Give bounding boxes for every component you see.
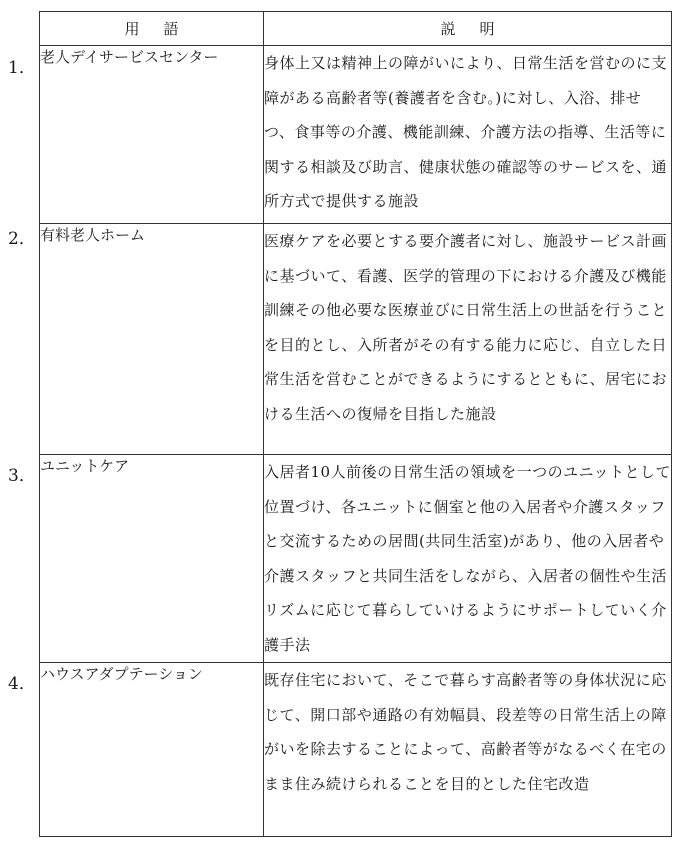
- description-column-header: 説明: [264, 12, 672, 46]
- terms-table: [39, 11, 672, 837]
- description-cell: 医療ケアを必要とする要介護者に対し、施設サービス計画に基づいて、看護、医学的管理の下における介護及び機能訓練その他必要な医療並びに日常生活上の世話を行うことを目的とし、入所者がその有する能力に応じ、自立した日常生活を営むことができるようにするとともに、居宅における生活への復帰を目指した施設: [264, 224, 672, 455]
- table-row: [40, 455, 672, 663]
- table-row: [40, 663, 672, 837]
- header-row: [40, 12, 672, 46]
- description-cell: 入居者10人前後の日常生活の領域を一つのユニットとして位置づけ、各ユニットに個室と他の入居者や介護スタッフと交流するための居間(共同生活室)があり、他の入居者や介護スタッフと共同生活をしながら、入居者の個性や生活リズムに応じて暮らしていけるようにサポートしていく介護手法: [264, 455, 672, 663]
- description-cell: 身体上又は精神上の障がいにより、日常生活を営むのに支障がある高齢者等(養護者を含む。)に対し、入浴、排せつ、食事等の介護、機能訓練、介護方法の指導、生活等に関する相談及び助言、健康状態の確認等のサービスを、通所方式で提供する施設: [264, 46, 672, 224]
- term-cell: 有料老人ホーム: [40, 224, 264, 455]
- term-cell: ハウスアダプテーション: [40, 663, 264, 837]
- row-number-2: 2．: [8, 229, 36, 249]
- term-column-header: 用語: [40, 12, 264, 46]
- term-cell: 老人デイサービスセンター: [40, 46, 264, 224]
- table-row: [40, 46, 672, 224]
- term-cell: ユニットケア: [40, 455, 264, 663]
- table-row: [40, 224, 672, 455]
- row-number-3: 3．: [8, 466, 36, 486]
- row-number-4: 4．: [8, 674, 36, 694]
- description-cell: 既存住宅において、そこで暮らす高齢者等の身体状況に応じて、開口部や通路の有効幅員、段差等の日常生活上の障がいを除去することによって、高齢者等がなるべく在宅のまま住み続けられることを目的とした住宅改造: [264, 663, 672, 837]
- row-number-1: 1．: [8, 58, 36, 78]
